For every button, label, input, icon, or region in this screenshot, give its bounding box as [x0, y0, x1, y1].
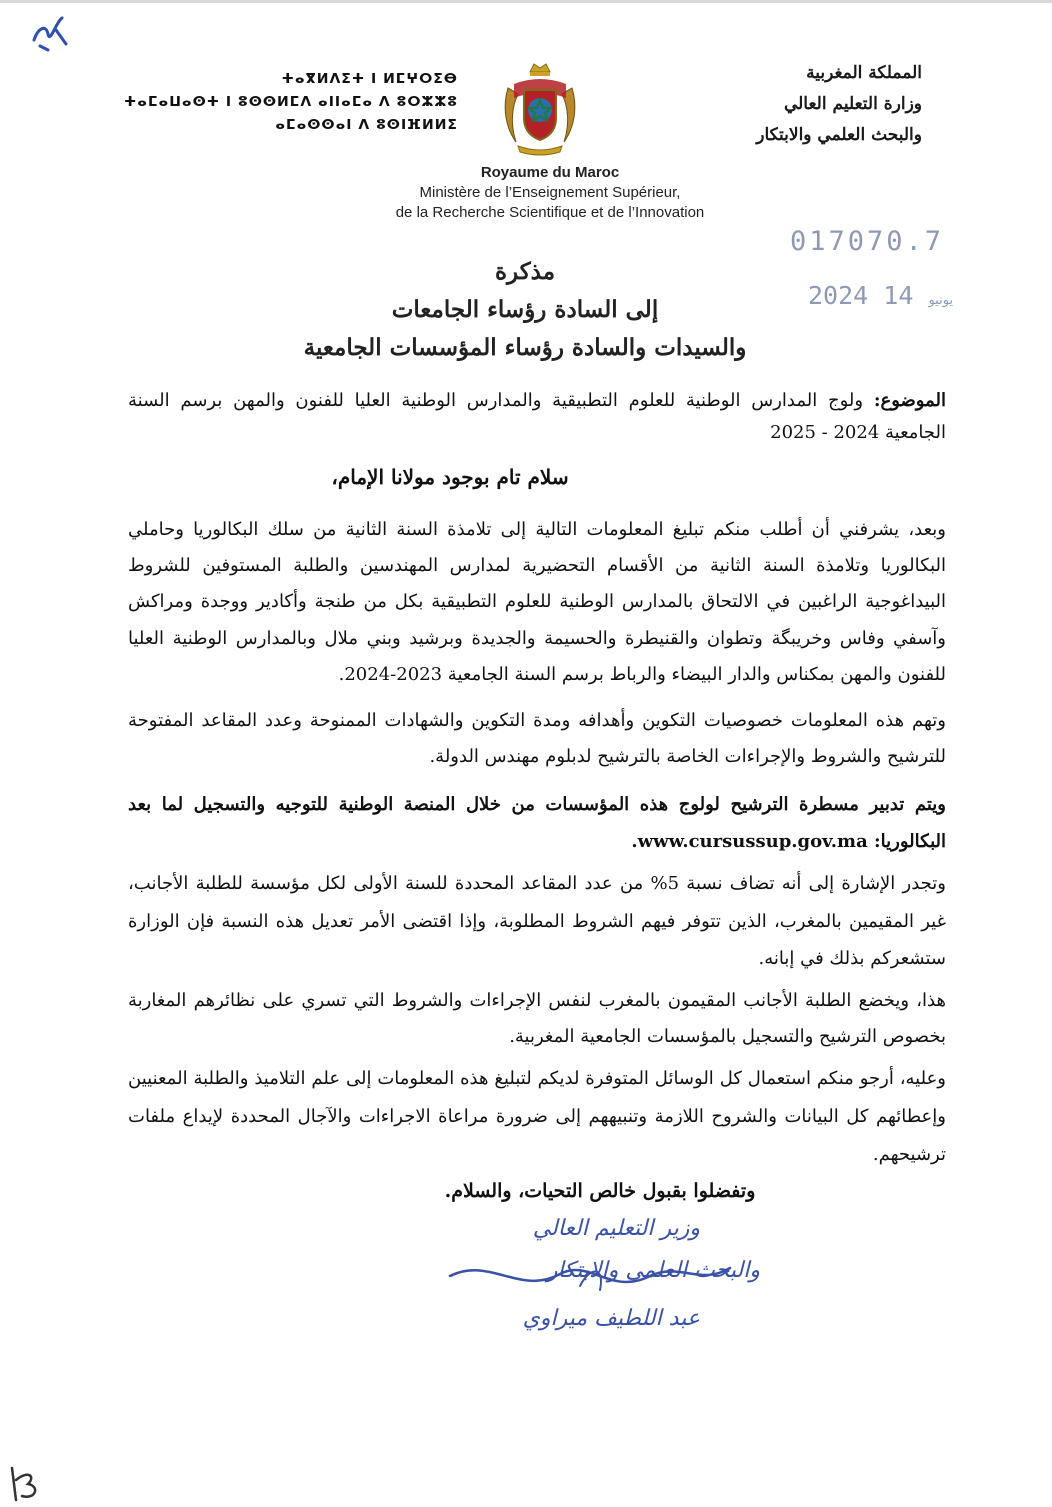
header-arabic-line: وزارة التعليم العالي — [783, 94, 922, 114]
greeting: سلام تام بوجود مولانا الإمام، — [331, 465, 569, 489]
platform-link[interactable]: www.cursussup.gov.ma — [637, 831, 868, 852]
ministry-name-line-2: de la Recherche Scientifique et de l’Innovation — [395, 204, 705, 221]
signature-block — [420, 1212, 760, 1352]
header-arabic-line: والبحث العلمي والابتكار — [756, 125, 922, 145]
ministry-name-line-1: Ministère de l’Enseignement Supérieur, — [419, 184, 681, 201]
scan-edge — [0, 0, 1052, 3]
closing-formula: وتفضلوا بقبول خالص التحيات، والسلام. — [444, 1180, 756, 1202]
header-arabic-line: المملكة المغربية — [806, 63, 922, 83]
kingdom-name: Royaume du Maroc — [480, 164, 620, 181]
reference-number-stamp: 017070.7 — [790, 226, 945, 257]
subject-paragraph — [128, 385, 946, 449]
date-stamp-year: 2024 — [808, 281, 869, 310]
coat-of-arms-icon — [500, 58, 580, 158]
date-stamp-month: يونيو — [928, 293, 954, 308]
paragraph-foreign-students-quota: وتجدر الإشارة إلى أنه تضاف نسبة 5% من عدد المقاعد المحددة للسنة الأولى لكل مؤسسة للطلبة الأجانب، غير المقيمين بالمغرب، الذين تتوفر فيهم الشروط المطلوبة، وإذا اقتضى الأمر تعديل هذه النسبة فإن الوزارة ستشعركم بذلك في إبانه. — [128, 873, 947, 969]
header-tifinagh-line: ⴰⵎⴰⵙⵙⴰⵏ ⴷ ⵓⵙⵏⴼⵍⵍⵉ — [275, 117, 458, 133]
header-tifinagh-line: ⵜⴰⴳⵍⴷⵉⵜ ⵏ ⵍⵎⵖⵔⵉⴱ — [281, 71, 458, 87]
paragraph-resident-foreign-students: هذا، ويخضع الطلبة الأجانب المقيمون بالمغرب لنفس الإجراءات والشروط التي تسري على نظائرهم المغاربة بخصوص الترشيح والتسجيل بالمؤسسات الجامعية المغربية. — [128, 990, 946, 1047]
date-stamp-day: 14 — [883, 281, 914, 310]
memo-recipients-line-1: إلى السادة رؤساء الجامعات — [391, 296, 659, 323]
handwritten-mark-icon — [6, 1460, 46, 1505]
paragraph-request: وعليه، أرجو منكم استعمال كل الوسائل المتوفرة لديكم لتبليغ هذه المعلومات إلى علم التلاميذ والطلبة المعنيين وإعطائهم كل البيانات والشروح اللازمة وتنبيههم إلى ضرورة مراعاة الاجراءات والآجال المحددة لإيداع ملفات ترشيحهم. — [128, 1068, 946, 1165]
memo-recipients-line-2: والسيدات والسادة رؤساء المؤسسات الجامعية — [303, 334, 747, 361]
subject-label: الموضوع: — [873, 390, 946, 411]
application-platform-text: ويتم تدبير مسطرة الترشيح لولوج هذه المؤسسات من خلال المنصة الوطنية للتوجيه والتسجيل لما بعد البكالوريا: — [128, 794, 946, 852]
signature-title-line-1: وزير التعليم العالي — [532, 1216, 700, 1241]
subject-text: ولوج المدارس الوطنية للعلوم التطبيقية والمدارس الوطنية العليا للفنون والمهن برسم السنة الجامعية 2024 - 2025 — [128, 390, 946, 443]
header-arabic — [692, 58, 922, 151]
signature-minister-name: عبد اللطيف ميراوي — [522, 1306, 700, 1331]
header-tifinagh-line: ⵜⴰⵎⴰⵡⴰⵙⵜ ⵏ ⵓⵙⵙⵍⵎⴷ ⴰⵏⵏⴰⵎⴰ ⴷ ⵓⵔⵣⵣⵓ — [124, 94, 458, 110]
paragraph-announcement: وبعد، يشرفني أن أطلب منكم تبليغ المعلومات التالية إلى تلامذة السنة الثانية من سلك البكالوريا وحاملي البكالوريا وتلامذة السنة الثانية من الأقسام التحضيرية لمدارس المهندسين والطلبة المستوفين للشروط البيداغوجية الراغبين في الالتحاق بالمدارس الوطنية للعلوم التطبيقية بكل من طنجة وأكادير ووجدة ومراكش وآسفي وفاس وخريبگة وتطوان والقنيطرة والحسيمة والجديدة وبرشيد وبني ملال وبالمدارس الوطنية العليا للفنون والمهن بمكناس والدار البيضاء والرباط برسم السنة الجامعية 2023-2024. — [128, 519, 946, 685]
paragraph-application-platform: ويتم تدبير مسطرة الترشيح لولوج هذه المؤسسات من خلال المنصة الوطنية للتوجيه والتسجيل لما بعد البكالوريا: www.cursussup.gov.ma. — [128, 794, 946, 852]
date-stamp — [808, 281, 968, 310]
memo-heading — [240, 253, 810, 367]
header-french — [340, 163, 760, 223]
paragraph-information-scope: وتهم هذه المعلومات خصوصيات التكوين وأهدافه ومدة التكوين والشهادات الممنوحة وعدد المقاعد المفتوحة للترشيح والشروط والإجراءات الخاصة بالترشيح لدبلوم مهندس الدولة. — [128, 710, 946, 767]
header-tifinagh — [98, 68, 458, 137]
handwritten-annotation-icon — [26, 10, 76, 60]
memo-type: مذكرة — [494, 258, 556, 285]
signature-title-line-2: والبحث العلمي والابتكار — [546, 1258, 760, 1283]
signature-scribble-icon — [430, 1246, 760, 1306]
